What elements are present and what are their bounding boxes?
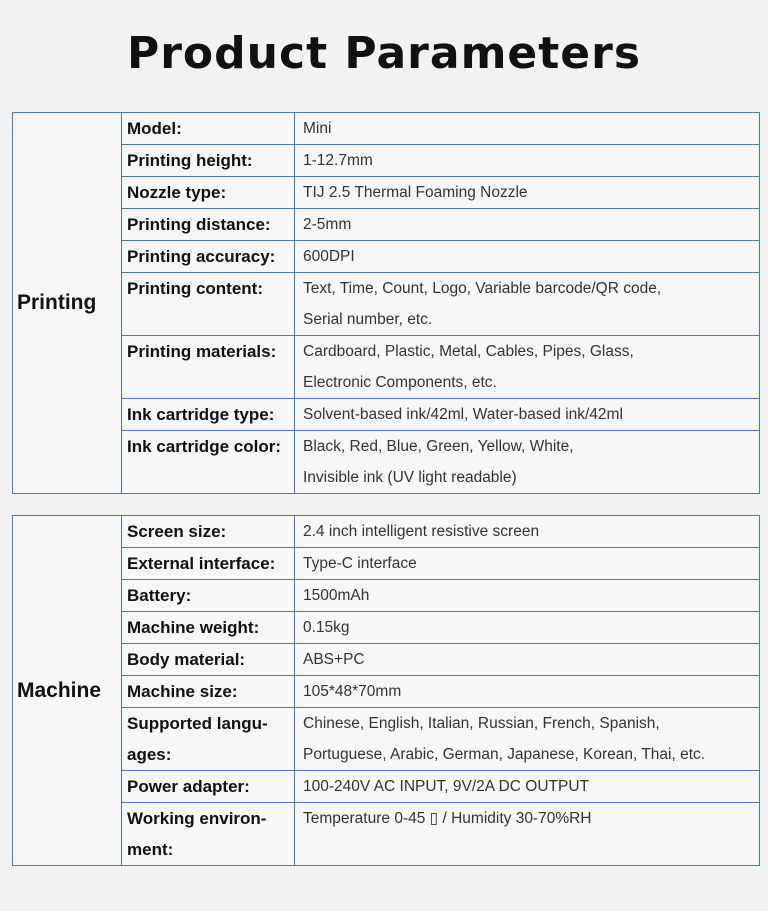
- printing-parameters-table: [12, 112, 760, 494]
- param-value-line: Invisible ink (UV light readable): [303, 469, 517, 486]
- param-label: Machine weight:: [122, 612, 295, 644]
- section-label-printing: Printing: [13, 113, 122, 494]
- param-label: [122, 708, 295, 771]
- param-value-line: Cardboard, Plastic, Metal, Cables, Pipes, Glass,: [303, 343, 634, 360]
- param-label-line: ment:: [127, 840, 174, 859]
- param-value-line: Chinese, English, Italian, Russian, French, Spanish,: [303, 715, 660, 732]
- param-value: 105*48*70mm: [295, 676, 760, 708]
- table-row: [13, 336, 760, 399]
- param-label: Nozzle type:: [122, 177, 295, 209]
- param-value: Temperature 0-45 ▯ / Humidity 30-70%RH: [295, 803, 760, 866]
- page-title: Product Parameters: [126, 28, 642, 79]
- machine-parameters-table: [12, 515, 760, 866]
- param-label: Ink cartridge type:: [122, 399, 295, 431]
- param-value: [295, 431, 760, 494]
- param-value-line: Serial number, etc.: [303, 311, 433, 328]
- param-value: Mini: [295, 113, 760, 145]
- param-label: Printing materials:: [122, 336, 295, 399]
- table-row: [13, 241, 760, 273]
- param-label: Power adapter:: [122, 771, 295, 803]
- param-value: 600DPI: [295, 241, 760, 273]
- param-value: 1500mAh: [295, 580, 760, 612]
- table-row: [13, 644, 760, 676]
- param-label: Model:: [122, 113, 295, 145]
- param-value-line: Portuguese, Arabic, German, Japanese, Korean, Thai, etc.: [303, 746, 706, 763]
- table-row: [13, 612, 760, 644]
- param-value-line: Electronic Components, etc.: [303, 374, 497, 391]
- table-row: [13, 548, 760, 580]
- param-label-line: Supported langu-: [127, 714, 268, 733]
- table-row: [13, 431, 760, 494]
- param-label: Ink cartridge color:: [122, 431, 295, 494]
- section-label-machine: Machine: [13, 516, 122, 866]
- table-row: [13, 708, 760, 771]
- param-value: ABS+PC: [295, 644, 760, 676]
- table-row: [13, 113, 760, 145]
- table-row: [13, 273, 760, 336]
- param-label: Printing distance:: [122, 209, 295, 241]
- param-value: 100-240V AC INPUT, 9V/2A DC OUTPUT: [295, 771, 760, 803]
- table-row: [13, 177, 760, 209]
- param-value: 2-5mm: [295, 209, 760, 241]
- param-value: [295, 336, 760, 399]
- table-row: [13, 399, 760, 431]
- param-value-line: Black, Red, Blue, Green, Yellow, White,: [303, 438, 574, 455]
- table-row: [13, 209, 760, 241]
- table-row: [13, 803, 760, 866]
- param-value: Solvent-based ink/42ml, Water-based ink/42ml: [295, 399, 760, 431]
- param-value: 1-12.7mm: [295, 145, 760, 177]
- param-value: 0.15kg: [295, 612, 760, 644]
- param-value: [295, 708, 760, 771]
- table-row: [13, 145, 760, 177]
- param-value: [295, 273, 760, 336]
- param-label: Printing accuracy:: [122, 241, 295, 273]
- param-value: TIJ 2.5 Thermal Foaming Nozzle: [295, 177, 760, 209]
- param-label-line: Working environ-: [127, 809, 267, 828]
- table-row: [13, 516, 760, 548]
- param-label: External interface:: [122, 548, 295, 580]
- param-label-line: ages:: [127, 745, 172, 764]
- param-label: Printing height:: [122, 145, 295, 177]
- param-label: [122, 803, 295, 866]
- param-label: Machine size:: [122, 676, 295, 708]
- param-label: Body material:: [122, 644, 295, 676]
- param-value-line: Text, Time, Count, Logo, Variable barcode/QR code,: [303, 280, 662, 297]
- param-value: Type-C interface: [295, 548, 760, 580]
- param-label: Printing content:: [122, 273, 295, 336]
- table-row: [13, 676, 760, 708]
- param-label: Screen size:: [122, 516, 295, 548]
- param-label: Battery:: [122, 580, 295, 612]
- table-row: [13, 771, 760, 803]
- param-value: 2.4 inch intelligent resistive screen: [295, 516, 760, 548]
- table-row: [13, 580, 760, 612]
